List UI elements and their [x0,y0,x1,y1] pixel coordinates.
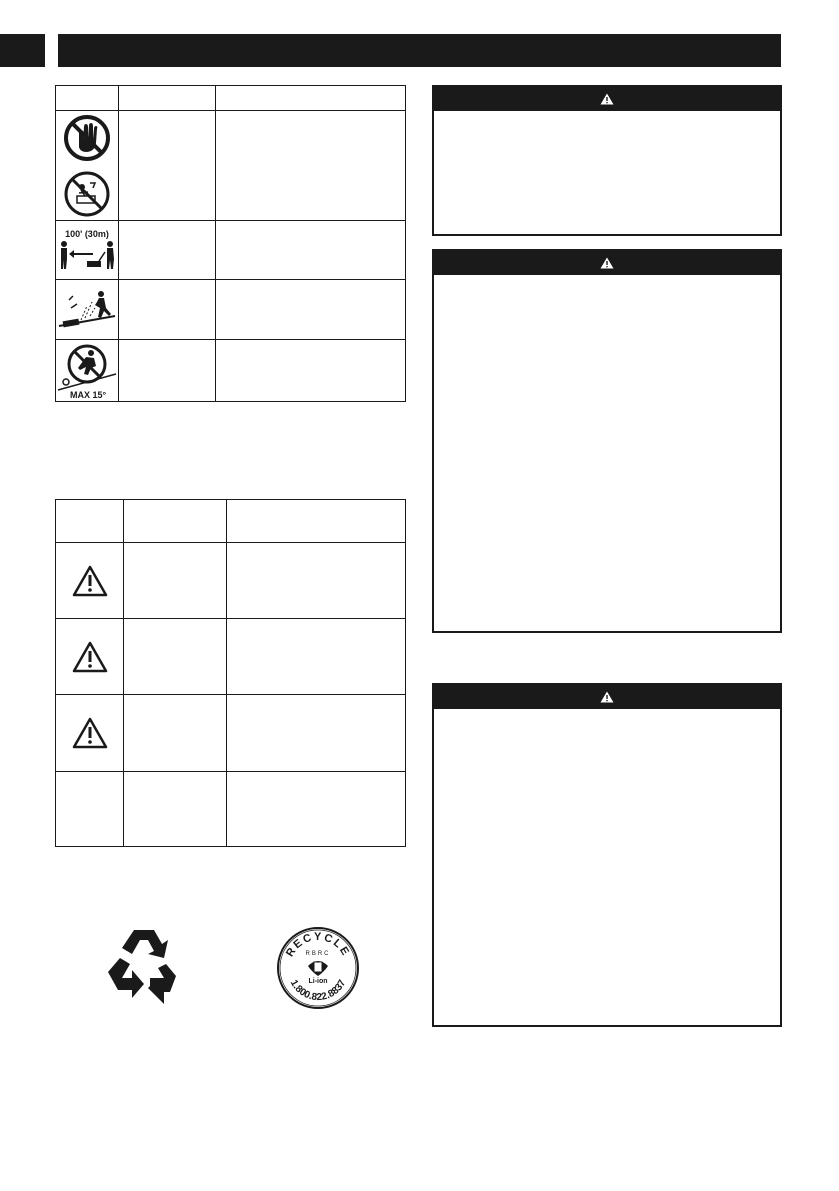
thrown-objects-icon [57,286,117,334]
safety-symbols-table [55,85,406,402]
warning-box-header [434,87,780,111]
battery-icon [308,961,328,976]
table-row [56,221,406,280]
warning-triangle-icon [600,691,614,703]
symbol-cell [56,619,124,695]
rbrc-phone: 1.800.822.8837 [287,978,349,1004]
table-header-row [56,86,406,111]
explanation-cell [227,619,406,695]
explanation-cell [216,111,406,221]
table-header-cell [56,500,124,543]
table-header-cell [56,86,119,111]
warning-triangle-icon [600,93,614,105]
signal-words-table [55,499,406,847]
table-row [56,543,406,619]
warning-box-header [434,685,780,709]
rbrc-letters: RBRC [305,951,331,957]
symbol-cell [56,221,119,280]
rbrc-recycle-seal-icon [276,926,360,1010]
recycle-icon [104,924,184,1006]
name-cell [119,280,216,340]
warning-triangle-icon [71,564,109,598]
slope-label: MAX 15° [70,389,107,400]
page-language-tab [0,34,45,67]
table-header-cell [124,500,227,543]
no-riding-icon [62,169,112,219]
name-cell [124,695,227,772]
name-cell [124,619,227,695]
table-row [56,619,406,695]
warning-box-header [434,251,780,275]
table-row [56,695,406,772]
table-header-cell [119,86,216,111]
table-row [56,772,406,847]
explanation-cell [216,221,406,280]
name-cell [124,772,227,847]
table-header-cell [227,500,406,543]
name-cell [119,111,216,221]
name-cell [119,221,216,280]
table-header-row [56,500,406,543]
table-header-cell [216,86,406,111]
explanation-cell [216,280,406,340]
name-cell [119,340,216,402]
table-row [56,340,406,402]
keep-bystanders-away-icon [57,227,117,273]
symbol-cell [56,340,119,402]
warning-box [432,683,782,1027]
rbrc-recycle-text: RECYCLE [283,930,353,960]
name-cell [124,543,227,619]
rbrc-type: Li-ion [308,978,328,985]
symbol-cell [56,280,119,340]
slope-warning-icon [56,342,118,400]
explanation-cell [227,543,406,619]
warning-box [432,249,782,633]
symbol-cell [56,543,124,619]
keep-hands-away-icon [62,113,112,163]
explanation-cell [216,340,406,402]
explanation-cell [227,695,406,772]
page-header-bar [58,34,781,67]
table-row [56,111,406,221]
symbol-cell [56,772,124,847]
warning-box [432,85,782,236]
warning-triangle-icon [71,716,109,750]
distance-label: 100' (30m) [65,229,109,239]
table-row [56,280,406,340]
symbol-cell [56,695,124,772]
symbol-cell [56,111,119,221]
warning-triangle-icon [600,257,614,269]
warning-triangle-icon [71,640,109,674]
explanation-cell [227,772,406,847]
